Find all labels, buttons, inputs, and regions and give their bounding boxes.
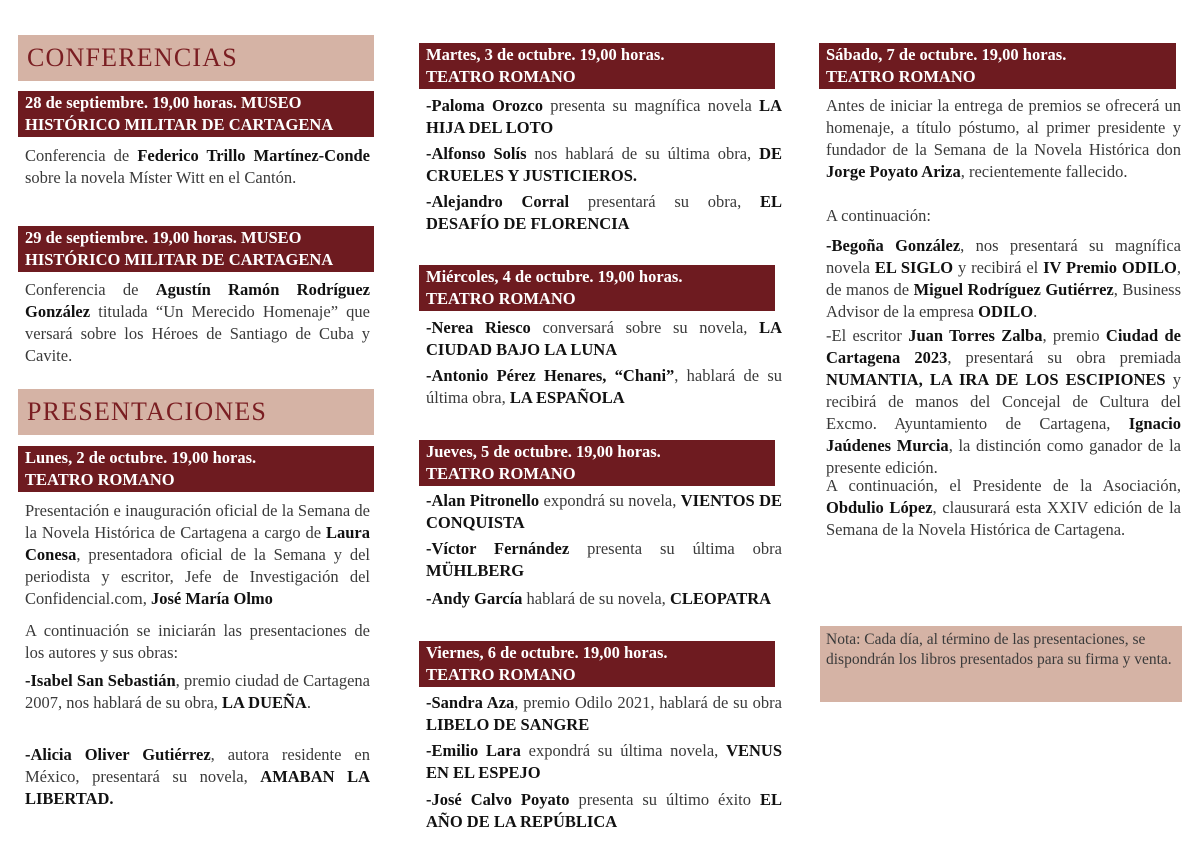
jueves-entry-1 [426,490,782,534]
event-header-line2: HISTÓRICO MILITAR DE CARTAGENA [25,115,334,134]
event-header-line2: TEATRO ROMANO [426,665,576,684]
author-name: -Andy García [426,589,523,608]
event-header-line1: Martes, 3 de octubre. 19,00 horas. [426,45,665,64]
note-box: Nota: Cada día, al término de las presentaciones, se dispondrán los libros presentados para su firma y venta. [820,626,1182,702]
honoree-name: Jorge Poyato Ariza [826,162,961,181]
text: presenta su última obra [569,539,782,558]
conf2-description [25,279,370,367]
book-title: EL DESAFÍO DE FLORENCIA [426,192,782,233]
text: A continuación, el Presidente de la Asociación, [826,476,1181,495]
text: , autora residente en México, presentará su novela, [25,745,370,786]
conf1-description [25,145,370,189]
viernes-entry-1 [426,692,782,736]
lunes-intro [25,500,370,610]
lunes-continuation: A continuación se iniciarán las presentaciones de los autores y sus obras: [25,621,370,662]
journalist-name: José María Olmo [151,589,273,608]
lunes-entry-2 [25,744,370,810]
text: expondrá su novela, [539,491,681,510]
text: , hablará de su última obra, [426,366,783,407]
text: , clausurará esta XXIV edición de la Semana de la Novela Histórica de Cartagena. [826,498,1181,539]
sabado-homenaje [826,95,1181,183]
text: , presentadora oficial de la Semana y del periodista y escritor, Jefe de Investigación del Confidencial.com, [25,545,370,608]
text: presenta su último éxito [569,790,760,809]
text: -El escritor [826,326,909,345]
author-name: -Nerea Riesco [426,318,531,337]
miercoles-entry-1 [426,317,782,361]
book-title: DE CRUELES Y JUSTICIEROS. [426,144,782,185]
text: , la distinción como ganador de la presente edición. [826,436,1181,477]
jueves-entry-2 [426,538,782,582]
lunes-entry-1 [25,670,370,714]
book-title: LA ESPAÑOLA [509,388,625,407]
book-title: AMABAN LA LIBERTAD. [25,767,370,808]
text: Presentación e inauguración oficial de la Semana de la Novela Histórica de Cartagena a cargo de [25,501,370,542]
book-title: LA DUEÑA [222,693,307,712]
text: , nos presentará su magnífica novela [826,236,1181,277]
presenter-name: Laura Conesa [25,523,370,564]
author-name: Juan Torres Zalba [908,326,1043,345]
event-header-sabado [819,43,1176,89]
martes-entry-2 [426,143,782,187]
award-name: Ciudad de Cartagena 2023 [826,326,1181,367]
sabado-entry-2 [826,325,1181,479]
event-header-line1: Viernes, 6 de octubre. 19,00 horas. [426,643,668,662]
author-name: -Alejandro Corral [426,192,570,211]
text: hablará de su novela, [522,589,670,608]
text: , premio ciudad de Cartagena 2007, nos hablará de su obra, [25,671,370,712]
event-header-line1: 29 de septiembre. 19,00 horas. MUSEO [25,228,302,247]
author-name: -Begoña González [826,236,961,255]
event-header-jueves [419,440,775,486]
event-header-martes [419,43,775,89]
section-title-presentaciones: PRESENTACIONES [18,389,374,435]
author-name: -Isabel San Sebastián [25,671,176,690]
author-name: -Sandra Aza [426,693,515,712]
section-title-conferencias: CONFERENCIAS [18,35,374,81]
text: presenta su magnífica novela [542,96,760,115]
book-title: VENUS EN EL ESPEJO [426,741,782,782]
text: , presentará su obra premiada [947,348,1181,367]
event-header-line2: TEATRO ROMANO [426,289,576,308]
author-name: -Alicia Oliver Gutiérrez [25,745,211,764]
book-title: EL SIGLO [874,258,954,277]
event-header-line1: 28 de septiembre. 19,00 horas. MUSEO [25,93,302,112]
event-header-line1: Miércoles, 4 de octubre. 19,00 horas. [426,267,683,286]
book-title: EL AÑO DE LA REPÚBLICA [426,790,782,831]
author-name: -Antonio Pérez Henares, “Chani” [426,366,675,385]
martes-entry-1 [426,95,782,139]
book-title: NUMANTIA, LA IRA DE LOS ESCIPIONES [826,370,1166,389]
martes-entry-3 [426,191,782,235]
event-header-line1: Jueves, 5 de octubre. 19,00 horas. [426,442,661,461]
text: presentará su obra, [569,192,760,211]
sabado-closing [826,475,1181,541]
text: expondrá su última novela, [520,741,727,760]
event-header-line2: TEATRO ROMANO [25,470,175,489]
text: titulada “Un Merecido Homenaje” que versará sobre los Héroes de Santiago de Cuba y Cavite. [25,302,370,365]
text: , premio Odilo 2021, hablará de su obra [514,693,782,712]
event-header-lunes [18,446,374,492]
event-header-conf2 [18,226,374,272]
text: , premio [1042,326,1106,345]
text: sobre la novela Míster Witt en el Cantón. [25,168,297,187]
text: Antes de iniciar la entrega de premios se ofrecerá un homenaje, a título póstumo, al primer presidente y fundador de la Semana de la Novela Histórica don [826,96,1181,159]
event-header-line2: TEATRO ROMANO [826,67,976,86]
text: y recibirá de manos del Concejal de Cultura del Excmo. Ayuntamiento de Cartagena, [826,370,1181,433]
text: Conferencia de [25,146,138,165]
viernes-entry-2 [426,740,782,784]
text: , de manos de [826,258,1182,299]
book-title: LA CIUDAD BAJO LA LUNA [426,318,782,359]
text: , Business Advisor de la empresa [826,280,1181,321]
text: nos hablará de su última obra, [526,144,760,163]
event-header-line1: Sábado, 7 de octubre. 19,00 horas. [826,45,1067,64]
miercoles-entry-2 [426,365,782,409]
official-name: Ignacio Jaúdenes Murcia [826,414,1181,455]
event-header-miercoles [419,265,775,311]
text: , recientemente fallecido. [960,162,1128,181]
book-title: LIBELO DE SANGRE [426,715,590,734]
text: y recibirá el [953,258,1044,277]
author-name: -Víctor Fernández [426,539,570,558]
text: conversará sobre su novela, [530,318,760,337]
author-name: -Alfonso Solís [426,144,527,163]
speaker-name: Agustín Ramón Rodríguez González [25,280,370,321]
author-name: -Alan Pitronello [426,491,540,510]
book-title: LA HIJA DEL LOTO [426,96,782,137]
book-title: VIENTOS DE CONQUISTA [426,491,783,532]
jueves-entry-3 [426,588,782,610]
presenter-name: Miguel Rodríguez Gutiérrez [913,280,1114,299]
speaker-name: Federico Trillo Martínez-Conde [137,146,370,165]
sabado-continuation: A continuación: [826,206,931,225]
event-header-conf1 [18,91,374,137]
event-header-line2: HISTÓRICO MILITAR DE CARTAGENA [25,250,334,269]
viernes-entry-3 [426,789,782,833]
text: Conferencia de [25,280,156,299]
president-name: Obdulio López [826,498,933,517]
event-header-line2: TEATRO ROMANO [426,464,576,483]
author-name: -Emilio Lara [426,741,521,760]
event-header-viernes [419,641,775,687]
sabado-entry-1 [826,235,1181,323]
text: . [306,693,311,712]
event-header-line2: TEATRO ROMANO [426,67,576,86]
company-name: ODILO [978,302,1034,321]
text: . [1033,302,1038,321]
award-name: IV Premio ODILO [1043,258,1177,277]
book-title: MÜHLBERG [426,561,525,580]
book-title: CLEOPATRA [669,589,772,608]
author-name: -Paloma Orozco [426,96,543,115]
event-header-line1: Lunes, 2 de octubre. 19,00 horas. [25,448,257,467]
author-name: -José Calvo Poyato [426,790,570,809]
